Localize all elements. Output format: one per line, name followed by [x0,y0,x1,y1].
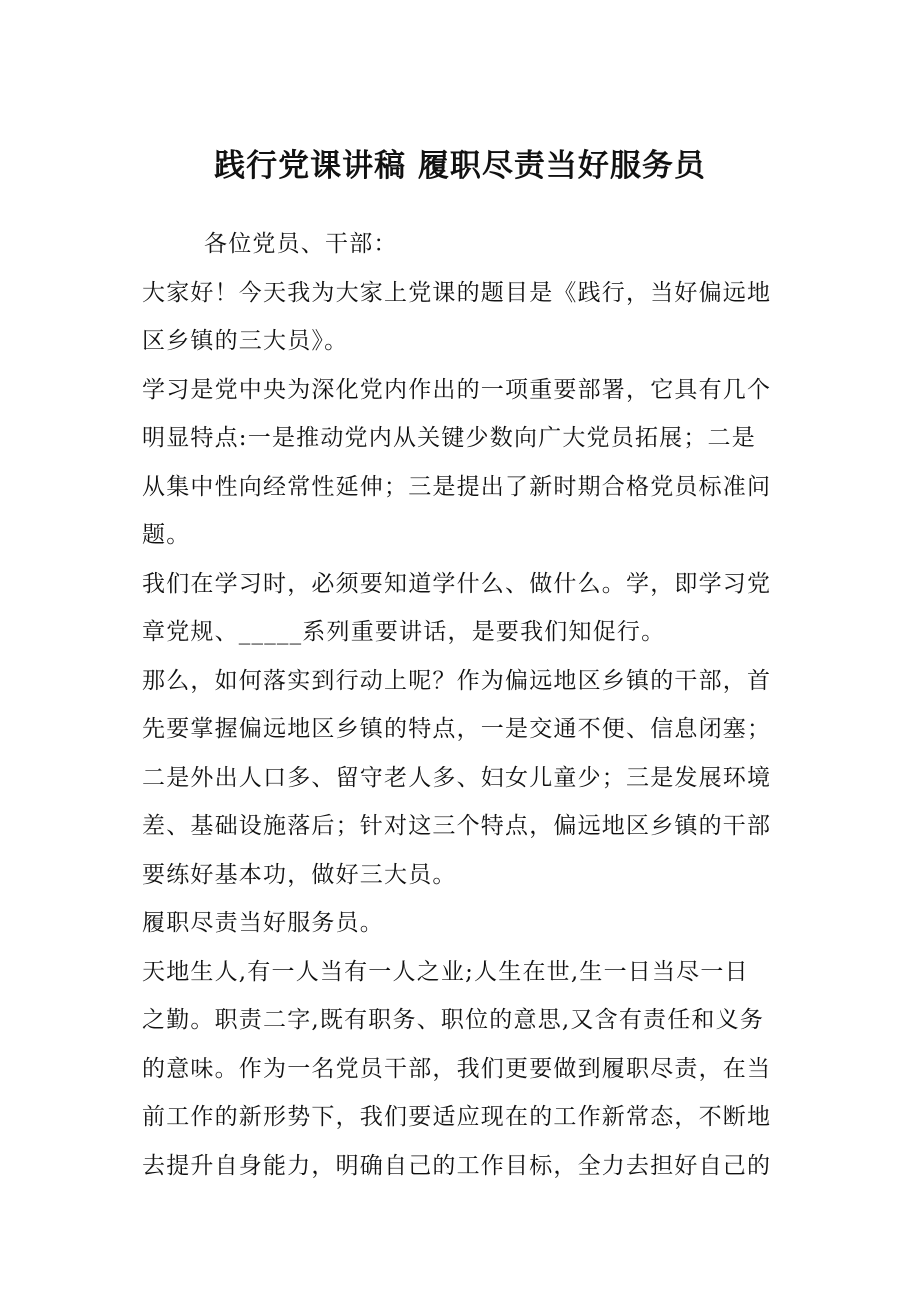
text-line: 学习是党中央为深化党内作出的一项重要部署，它具有几个 [142,376,772,403]
text-line: 要练好基本功，做好三大员。 [142,861,457,888]
text-line: 大家好！今天我为大家上党课的题目是《践行，当好偏远地 [142,279,772,306]
text-line: 先要掌握偏远地区乡镇的特点，一是交通不便、信息闭塞； [142,716,772,742]
text-line: 履职尽责当好服务员。 [142,910,384,936]
text-line: 明显特点:一是推动党内从关键少数向广大党员拓展；二是 [142,425,756,451]
text-line: 那么，如何落实到行动上呢？作为偏远地区乡镇的干部，首 [142,667,772,694]
text-line: 之勤。职责二字,既有职务、职位的意思,又含有责任和义务 [142,1007,765,1033]
salutation: 各位党员、干部： [204,231,398,257]
text-line: 区乡镇的三大员》。 [142,328,349,354]
text-line: 从集中性向经常性延伸；三是提出了新时期合格党员标准问 [142,473,772,500]
document-body [142,220,792,1190]
text-line: 去提升自身能力，明确自己的工作目标，全力去担好自己的 [142,1152,772,1179]
text-line: 的意味。作为一名党员干部，我们更要做到履职尽责，在当 [142,1055,772,1082]
text-line: 题。 [142,522,191,548]
text-line: 章党规、_____系列重要讲话，是要我们知促行。 [142,619,666,645]
text-line: 二是外出人口多、留守老人多、妇女儿童少；三是发展环境 [142,764,772,791]
text-line: 前工作的新形势下，我们要适应现在的工作新常态，不断地 [142,1104,772,1130]
text-line: 我们在学习时，必须要知道学什么、做什么。学，即学习党 [142,570,772,597]
text-line: 差、基础设施落后；针对这三个特点，偏远地区乡镇的干部 [142,813,772,839]
text-line: 天地生人,有一人当有一人之业;人生在世,生一日当尽一日 [142,958,749,985]
document-title: 践行党课讲稿 履职尽责当好服务员 [214,148,706,184]
